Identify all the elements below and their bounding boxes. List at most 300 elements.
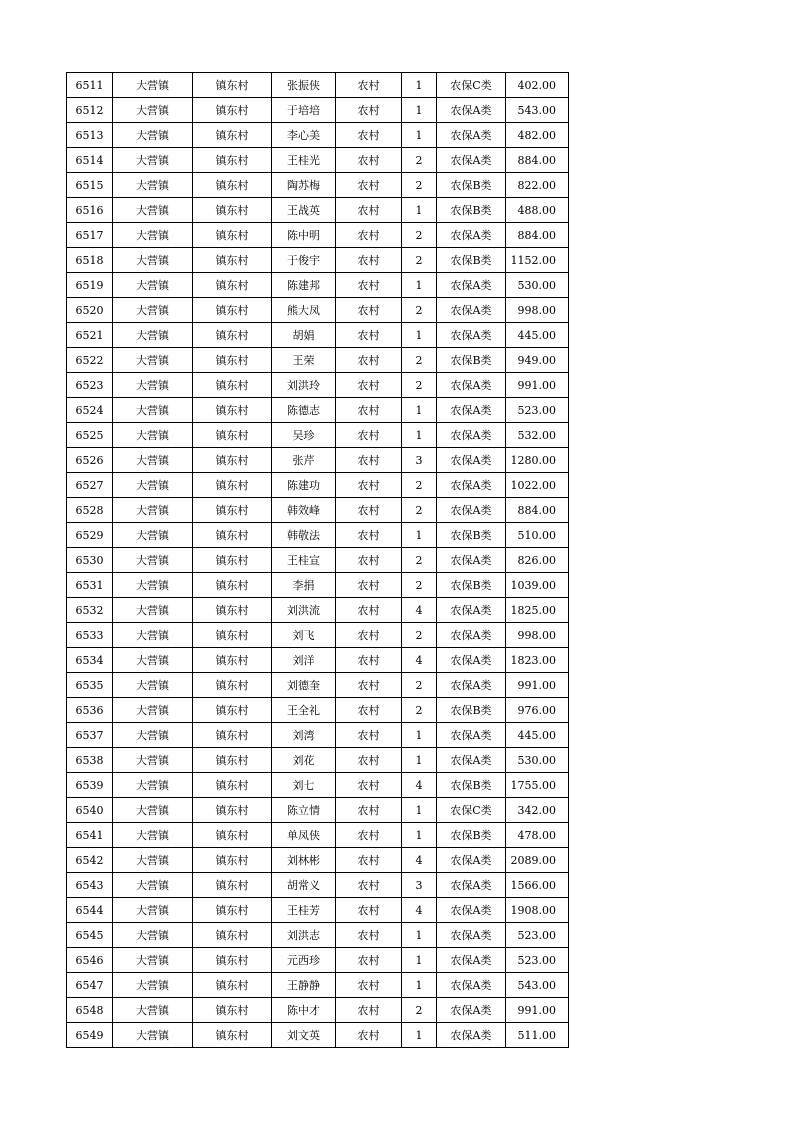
cell-name: 于俊宇 [272, 248, 336, 273]
cell-amount: 1825.00 [506, 598, 569, 623]
cell-area-type: 农村 [336, 923, 402, 948]
cell-household-count: 2 [402, 573, 437, 598]
cell-village: 镇东村 [193, 123, 272, 148]
cell-amount: 991.00 [506, 998, 569, 1023]
cell-row-number: 6517 [67, 223, 113, 248]
cell-town: 大营镇 [113, 698, 193, 723]
cell-amount: 998.00 [506, 623, 569, 648]
cell-village: 镇东村 [193, 223, 272, 248]
cell-name: 刘德奎 [272, 673, 336, 698]
cell-amount: 2089.00 [506, 848, 569, 873]
cell-village: 镇东村 [193, 548, 272, 573]
cell-name: 单凤侠 [272, 823, 336, 848]
cell-town: 大营镇 [113, 723, 193, 748]
cell-row-number: 6521 [67, 323, 113, 348]
cell-area-type: 农村 [336, 423, 402, 448]
cell-household-count: 1 [402, 973, 437, 998]
cell-household-count: 1 [402, 273, 437, 298]
cell-insurance-category: 农保C类 [437, 798, 506, 823]
cell-amount: 1755.00 [506, 773, 569, 798]
cell-name: 元西珍 [272, 948, 336, 973]
cell-area-type: 农村 [336, 623, 402, 648]
cell-town: 大营镇 [113, 123, 193, 148]
cell-name: 张芹 [272, 448, 336, 473]
cell-amount: 991.00 [506, 373, 569, 398]
cell-village: 镇东村 [193, 148, 272, 173]
cell-town: 大营镇 [113, 323, 193, 348]
cell-insurance-category: 农保B类 [437, 523, 506, 548]
cell-household-count: 2 [402, 498, 437, 523]
cell-household-count: 2 [402, 348, 437, 373]
table-row [67, 923, 569, 948]
cell-area-type: 农村 [336, 298, 402, 323]
cell-area-type: 农村 [336, 398, 402, 423]
cell-name: 陶苏梅 [272, 173, 336, 198]
cell-row-number: 6547 [67, 973, 113, 998]
cell-amount: 523.00 [506, 948, 569, 973]
cell-insurance-category: 农保B类 [437, 198, 506, 223]
cell-town: 大营镇 [113, 348, 193, 373]
cell-name: 胡常义 [272, 873, 336, 898]
cell-town: 大营镇 [113, 798, 193, 823]
cell-row-number: 6523 [67, 373, 113, 398]
cell-amount: 1280.00 [506, 448, 569, 473]
cell-amount: 1022.00 [506, 473, 569, 498]
cell-row-number: 6516 [67, 198, 113, 223]
cell-town: 大营镇 [113, 848, 193, 873]
cell-area-type: 农村 [336, 123, 402, 148]
cell-town: 大营镇 [113, 498, 193, 523]
table-row [67, 173, 569, 198]
cell-area-type: 农村 [336, 598, 402, 623]
cell-row-number: 6545 [67, 923, 113, 948]
cell-household-count: 4 [402, 648, 437, 673]
cell-area-type: 农村 [336, 523, 402, 548]
cell-town: 大营镇 [113, 223, 193, 248]
cell-insurance-category: 农保A类 [437, 398, 506, 423]
cell-town: 大营镇 [113, 273, 193, 298]
cell-name: 李心美 [272, 123, 336, 148]
cell-row-number: 6527 [67, 473, 113, 498]
cell-town: 大营镇 [113, 998, 193, 1023]
cell-area-type: 农村 [336, 873, 402, 898]
cell-amount: 884.00 [506, 148, 569, 173]
cell-household-count: 1 [402, 198, 437, 223]
cell-row-number: 6530 [67, 548, 113, 573]
cell-town: 大营镇 [113, 448, 193, 473]
cell-name: 刘飞 [272, 623, 336, 648]
cell-amount: 976.00 [506, 698, 569, 723]
cell-town: 大营镇 [113, 248, 193, 273]
cell-area-type: 农村 [336, 323, 402, 348]
cell-village: 镇东村 [193, 173, 272, 198]
cell-area-type: 农村 [336, 373, 402, 398]
data-table [66, 72, 569, 1048]
cell-row-number: 6549 [67, 1023, 113, 1048]
cell-insurance-category: 农保A类 [437, 648, 506, 673]
cell-insurance-category: 农保A类 [437, 323, 506, 348]
cell-row-number: 6528 [67, 498, 113, 523]
cell-village: 镇东村 [193, 273, 272, 298]
cell-area-type: 农村 [336, 248, 402, 273]
table-body [67, 73, 569, 1048]
cell-row-number: 6540 [67, 798, 113, 823]
table-row [67, 848, 569, 873]
cell-town: 大营镇 [113, 898, 193, 923]
table-row [67, 723, 569, 748]
cell-village: 镇东村 [193, 98, 272, 123]
cell-village: 镇东村 [193, 423, 272, 448]
cell-town: 大营镇 [113, 98, 193, 123]
cell-household-count: 2 [402, 623, 437, 648]
cell-area-type: 农村 [336, 748, 402, 773]
cell-village: 镇东村 [193, 898, 272, 923]
cell-name: 王桂芳 [272, 898, 336, 923]
cell-town: 大营镇 [113, 973, 193, 998]
cell-name: 张振侠 [272, 73, 336, 98]
cell-amount: 1039.00 [506, 573, 569, 598]
cell-row-number: 6539 [67, 773, 113, 798]
cell-area-type: 农村 [336, 948, 402, 973]
cell-village: 镇东村 [193, 998, 272, 1023]
cell-town: 大营镇 [113, 398, 193, 423]
cell-village: 镇东村 [193, 448, 272, 473]
table-row [67, 873, 569, 898]
cell-town: 大营镇 [113, 148, 193, 173]
cell-insurance-category: 农保A类 [437, 1023, 506, 1048]
cell-row-number: 6518 [67, 248, 113, 273]
table-row [67, 273, 569, 298]
cell-household-count: 1 [402, 748, 437, 773]
cell-town: 大营镇 [113, 623, 193, 648]
cell-row-number: 6538 [67, 748, 113, 773]
cell-household-count: 3 [402, 448, 437, 473]
cell-household-count: 2 [402, 148, 437, 173]
cell-amount: 530.00 [506, 748, 569, 773]
cell-insurance-category: 农保A类 [437, 298, 506, 323]
cell-row-number: 6541 [67, 823, 113, 848]
cell-row-number: 6543 [67, 873, 113, 898]
table-row [67, 123, 569, 148]
cell-town: 大营镇 [113, 773, 193, 798]
cell-household-count: 2 [402, 698, 437, 723]
cell-household-count: 4 [402, 898, 437, 923]
cell-village: 镇东村 [193, 723, 272, 748]
cell-household-count: 2 [402, 473, 437, 498]
cell-household-count: 2 [402, 548, 437, 573]
cell-amount: 530.00 [506, 273, 569, 298]
cell-village: 镇东村 [193, 948, 272, 973]
table-row [67, 373, 569, 398]
table-row [67, 973, 569, 998]
cell-area-type: 农村 [336, 973, 402, 998]
cell-insurance-category: 农保A类 [437, 448, 506, 473]
cell-insurance-category: 农保A类 [437, 473, 506, 498]
cell-household-count: 1 [402, 823, 437, 848]
cell-name: 刘林彬 [272, 848, 336, 873]
cell-row-number: 6512 [67, 98, 113, 123]
cell-row-number: 6537 [67, 723, 113, 748]
cell-area-type: 农村 [336, 548, 402, 573]
cell-insurance-category: 农保A类 [437, 273, 506, 298]
cell-insurance-category: 农保A类 [437, 423, 506, 448]
cell-amount: 445.00 [506, 723, 569, 748]
cell-village: 镇东村 [193, 373, 272, 398]
cell-name: 王桂光 [272, 148, 336, 173]
cell-town: 大营镇 [113, 373, 193, 398]
table-row [67, 98, 569, 123]
cell-name: 李捐 [272, 573, 336, 598]
cell-area-type: 农村 [336, 798, 402, 823]
cell-area-type: 农村 [336, 273, 402, 298]
table-row [67, 348, 569, 373]
cell-area-type: 农村 [336, 673, 402, 698]
cell-amount: 523.00 [506, 923, 569, 948]
cell-area-type: 农村 [336, 898, 402, 923]
cell-town: 大营镇 [113, 173, 193, 198]
table-row [67, 648, 569, 673]
cell-insurance-category: 农保B类 [437, 698, 506, 723]
table-row [67, 948, 569, 973]
cell-village: 镇东村 [193, 973, 272, 998]
cell-household-count: 1 [402, 523, 437, 548]
cell-amount: 822.00 [506, 173, 569, 198]
cell-name: 陈德志 [272, 398, 336, 423]
cell-amount: 826.00 [506, 548, 569, 573]
cell-insurance-category: 农保C类 [437, 73, 506, 98]
table-row [67, 1023, 569, 1048]
cell-village: 镇东村 [193, 598, 272, 623]
cell-area-type: 农村 [336, 823, 402, 848]
cell-insurance-category: 农保A类 [437, 148, 506, 173]
cell-row-number: 6524 [67, 398, 113, 423]
cell-row-number: 6513 [67, 123, 113, 148]
cell-name: 王全礼 [272, 698, 336, 723]
cell-insurance-category: 农保A类 [437, 973, 506, 998]
cell-amount: 402.00 [506, 73, 569, 98]
cell-household-count: 1 [402, 123, 437, 148]
cell-row-number: 6520 [67, 298, 113, 323]
cell-household-count: 4 [402, 848, 437, 873]
cell-row-number: 6536 [67, 698, 113, 723]
cell-town: 大营镇 [113, 573, 193, 598]
cell-name: 刘文英 [272, 1023, 336, 1048]
cell-amount: 511.00 [506, 1023, 569, 1048]
table-row [67, 898, 569, 923]
cell-household-count: 2 [402, 298, 437, 323]
cell-area-type: 农村 [336, 98, 402, 123]
cell-row-number: 6534 [67, 648, 113, 673]
cell-village: 镇东村 [193, 573, 272, 598]
table-row [67, 623, 569, 648]
cell-name: 刘洪志 [272, 923, 336, 948]
cell-village: 镇东村 [193, 648, 272, 673]
cell-area-type: 农村 [336, 448, 402, 473]
cell-area-type: 农村 [336, 498, 402, 523]
cell-name: 王荣 [272, 348, 336, 373]
cell-area-type: 农村 [336, 773, 402, 798]
cell-area-type: 农村 [336, 998, 402, 1023]
cell-household-count: 4 [402, 598, 437, 623]
cell-village: 镇东村 [193, 623, 272, 648]
cell-insurance-category: 农保A类 [437, 898, 506, 923]
cell-household-count: 2 [402, 223, 437, 248]
cell-name: 刘洋 [272, 648, 336, 673]
cell-amount: 523.00 [506, 398, 569, 423]
cell-amount: 543.00 [506, 98, 569, 123]
cell-amount: 884.00 [506, 223, 569, 248]
cell-household-count: 3 [402, 873, 437, 898]
cell-row-number: 6519 [67, 273, 113, 298]
cell-row-number: 6522 [67, 348, 113, 373]
cell-household-count: 2 [402, 248, 437, 273]
table-row [67, 498, 569, 523]
cell-town: 大营镇 [113, 548, 193, 573]
cell-name: 陈建功 [272, 473, 336, 498]
cell-row-number: 6515 [67, 173, 113, 198]
cell-name: 于培培 [272, 98, 336, 123]
cell-insurance-category: 农保A类 [437, 873, 506, 898]
cell-name: 陈中才 [272, 998, 336, 1023]
cell-village: 镇东村 [193, 773, 272, 798]
cell-name: 王桂宣 [272, 548, 336, 573]
cell-insurance-category: 农保B类 [437, 173, 506, 198]
cell-town: 大营镇 [113, 73, 193, 98]
cell-town: 大营镇 [113, 873, 193, 898]
cell-household-count: 1 [402, 798, 437, 823]
cell-amount: 482.00 [506, 123, 569, 148]
cell-town: 大营镇 [113, 523, 193, 548]
cell-area-type: 农村 [336, 198, 402, 223]
cell-row-number: 6525 [67, 423, 113, 448]
cell-household-count: 2 [402, 998, 437, 1023]
cell-village: 镇东村 [193, 798, 272, 823]
cell-household-count: 1 [402, 948, 437, 973]
cell-amount: 445.00 [506, 323, 569, 348]
cell-row-number: 6531 [67, 573, 113, 598]
cell-town: 大营镇 [113, 198, 193, 223]
cell-amount: 998.00 [506, 298, 569, 323]
cell-household-count: 1 [402, 98, 437, 123]
cell-row-number: 6529 [67, 523, 113, 548]
cell-area-type: 农村 [336, 723, 402, 748]
cell-insurance-category: 农保A类 [437, 673, 506, 698]
cell-household-count: 1 [402, 323, 437, 348]
cell-area-type: 农村 [336, 73, 402, 98]
cell-area-type: 农村 [336, 473, 402, 498]
cell-town: 大营镇 [113, 823, 193, 848]
cell-row-number: 6526 [67, 448, 113, 473]
cell-town: 大营镇 [113, 423, 193, 448]
cell-insurance-category: 农保A类 [437, 948, 506, 973]
cell-household-count: 2 [402, 173, 437, 198]
table-row [67, 548, 569, 573]
table-row [67, 448, 569, 473]
cell-amount: 1908.00 [506, 898, 569, 923]
cell-household-count: 1 [402, 73, 437, 98]
table-row [67, 148, 569, 173]
cell-name: 陈中明 [272, 223, 336, 248]
cell-name: 吴珍 [272, 423, 336, 448]
cell-insurance-category: 农保B类 [437, 823, 506, 848]
cell-name: 陈立情 [272, 798, 336, 823]
cell-amount: 532.00 [506, 423, 569, 448]
table-row [67, 698, 569, 723]
cell-amount: 488.00 [506, 198, 569, 223]
cell-household-count: 4 [402, 773, 437, 798]
cell-town: 大营镇 [113, 298, 193, 323]
cell-row-number: 6546 [67, 948, 113, 973]
cell-area-type: 农村 [336, 648, 402, 673]
cell-name: 刘湾 [272, 723, 336, 748]
cell-insurance-category: 农保A类 [437, 548, 506, 573]
cell-insurance-category: 农保B类 [437, 248, 506, 273]
table-row [67, 398, 569, 423]
cell-village: 镇东村 [193, 748, 272, 773]
cell-name: 胡娟 [272, 323, 336, 348]
cell-village: 镇东村 [193, 873, 272, 898]
cell-insurance-category: 农保A类 [437, 223, 506, 248]
cell-insurance-category: 农保A类 [437, 123, 506, 148]
cell-village: 镇东村 [193, 673, 272, 698]
cell-amount: 884.00 [506, 498, 569, 523]
cell-village: 镇东村 [193, 73, 272, 98]
cell-name: 刘花 [272, 748, 336, 773]
table-row [67, 223, 569, 248]
cell-town: 大营镇 [113, 673, 193, 698]
cell-village: 镇东村 [193, 498, 272, 523]
cell-insurance-category: 农保B类 [437, 573, 506, 598]
table-row [67, 798, 569, 823]
cell-town: 大营镇 [113, 1023, 193, 1048]
table-row [67, 998, 569, 1023]
cell-row-number: 6544 [67, 898, 113, 923]
cell-village: 镇东村 [193, 848, 272, 873]
table-row [67, 298, 569, 323]
cell-amount: 543.00 [506, 973, 569, 998]
table-row [67, 473, 569, 498]
cell-area-type: 农村 [336, 223, 402, 248]
table-row [67, 823, 569, 848]
cell-row-number: 6511 [67, 73, 113, 98]
cell-village: 镇东村 [193, 523, 272, 548]
cell-area-type: 农村 [336, 1023, 402, 1048]
cell-insurance-category: 农保A类 [437, 598, 506, 623]
cell-area-type: 农村 [336, 573, 402, 598]
cell-town: 大营镇 [113, 948, 193, 973]
cell-name: 刘七 [272, 773, 336, 798]
table-row [67, 248, 569, 273]
table-row [67, 423, 569, 448]
cell-row-number: 6532 [67, 598, 113, 623]
cell-village: 镇东村 [193, 198, 272, 223]
cell-area-type: 农村 [336, 348, 402, 373]
cell-name: 刘洪玲 [272, 373, 336, 398]
cell-household-count: 1 [402, 423, 437, 448]
table-row [67, 748, 569, 773]
cell-name: 韩效峰 [272, 498, 336, 523]
cell-town: 大营镇 [113, 473, 193, 498]
cell-name: 熊大凤 [272, 298, 336, 323]
cell-area-type: 农村 [336, 698, 402, 723]
cell-insurance-category: 农保A类 [437, 998, 506, 1023]
cell-town: 大营镇 [113, 648, 193, 673]
cell-insurance-category: 农保A类 [437, 923, 506, 948]
cell-name: 刘洪流 [272, 598, 336, 623]
cell-name: 王战英 [272, 198, 336, 223]
cell-amount: 342.00 [506, 798, 569, 823]
cell-area-type: 农村 [336, 848, 402, 873]
